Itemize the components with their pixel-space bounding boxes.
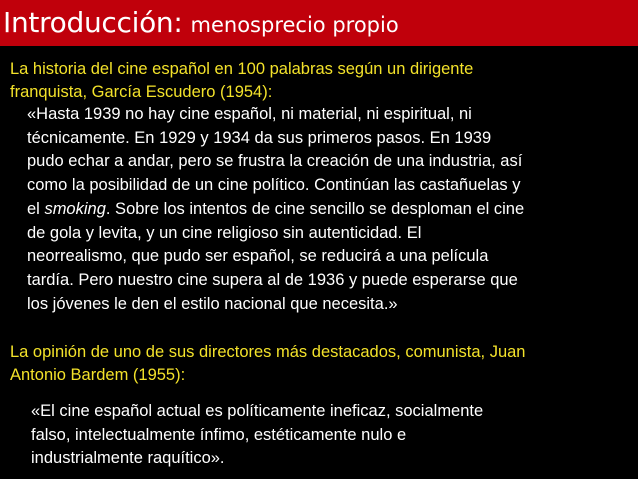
quote-bardem [31, 400, 591, 471]
quote-2-line: falso, intelectualmente ínfimo, estéticamente nulo e [31, 425, 407, 444]
intro-2-line: Antonio Bardem (1955): [10, 366, 186, 384]
quote-1-text: el [27, 199, 45, 218]
quote-1-line: pudo echar a andar, pero se frustra la creación de una industria, así [27, 152, 523, 171]
quote-1-text: . Sobre los intentos de cine sencillo se desploman el cine [105, 199, 525, 218]
quote-1-line: neorrealismo, que pudo ser español, se reducirá a una película [27, 247, 489, 266]
quote-1-line: como la posibilidad de un cine político. Continúan las castañuelas y [27, 176, 521, 195]
quote-1-line [27, 198, 622, 222]
quote-1-line: de gola y levita, y un cine religioso sin autenticidad. El [27, 223, 422, 242]
quote-1-italic-term: smoking [44, 199, 106, 218]
intro-text-garcia-escudero [10, 58, 570, 104]
slide-title: Introducción: [3, 6, 183, 39]
title-bar [0, 0, 638, 46]
quote-1-line: tardía. Pero nuestro cine supera al de 1936 y puede esperarse que [27, 270, 518, 289]
intro-1-line: La historia del cine español en 100 palabras según un dirigente [10, 60, 474, 78]
intro-1-line: franquista, García Escudero (1954): [10, 83, 273, 101]
slide-subtitle: menosprecio propio [190, 13, 399, 37]
intro-text-bardem [10, 341, 630, 387]
quote-2-line: industrialmente raquítico». [31, 449, 225, 467]
quote-1-line: técnicamente. En 1929 y 1934 da sus primeros pasos. En 1939 [27, 128, 492, 147]
quote-2-line: «El cine español actual es políticamente ineficaz, socialmente [31, 402, 484, 420]
quote-1-line: «Hasta 1939 no hay cine español, ni material, ni espiritual, ni [27, 105, 472, 123]
quote-garcia-escudero [27, 103, 622, 316]
intro-2-line: La opinión de uno de sus directores más destacados, comunista, Juan [10, 343, 526, 361]
quote-1-line: los jóvenes le den el estilo nacional que necesita.» [27, 294, 398, 313]
